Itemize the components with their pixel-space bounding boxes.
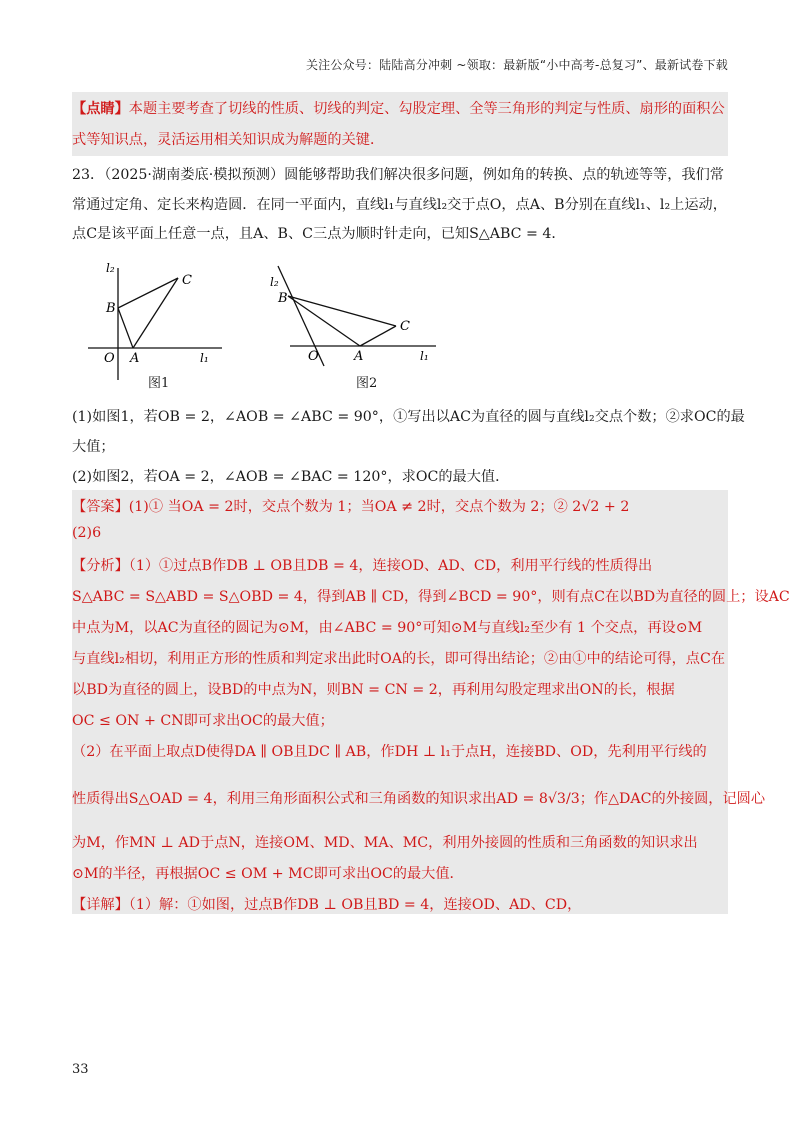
analysis-line-7: （2）在平面上取点D使得DA ∥ OB且DC ∥ AB，作DH ⊥ l₁于点H，连接BD、OD，先利用平行线的: [72, 744, 707, 760]
analysis-line-5: 以BD为直径的圆上，设BD的中点为N，则BN = CN = 2，再利用勾股定理求出ON的长，根据: [72, 682, 675, 698]
fig2-label-A: A: [354, 349, 364, 364]
fig1-label-O: O: [104, 351, 115, 366]
question-line-3: 点C是该平面上任意一点，且A、B、C三点为顺时针走向，已知S△ABC = 4．: [72, 226, 566, 242]
fig1-label-l1: l₁: [200, 351, 209, 365]
analysis-line-8: 性质得出S△OAD = 4，利用三角形面积公式和三角函数的知识求出AD = 8√3/3；作△DAC的外接圆，记圆心: [72, 791, 766, 807]
part2-line: (2)如图2，若OA = 2，∠AOB = ∠BAC = 120°，求OC的最大值．: [72, 469, 510, 485]
dianjing-tag: 【点睛】: [72, 101, 129, 117]
fig2-label-l2: l₂: [270, 275, 279, 289]
dianjing-text-1: 本题主要考查了切线的性质、切线的判定、勾股定理、全等三角形的判定与性质、扇形的面积公: [128, 101, 725, 117]
part1-line-2: 大值；: [72, 439, 115, 455]
dianjing-line-1: [72, 98, 725, 118]
analysis-line-6: OC ≤ ON + CN即可求出OC的最大值；: [72, 713, 334, 729]
analysis-line-4: 与直线l₂相切，利用正方形的性质和判定求出此时OA的长，即可得出结论；②由①中的结论可得，点C在: [72, 651, 726, 667]
fig2-label-B: B: [278, 291, 288, 306]
fig2-label-O: O: [308, 349, 319, 364]
figure-2: [262, 262, 442, 372]
fig1-label-C: C: [182, 273, 192, 288]
dianjing-line-2: 式等知识点，灵活运用相关知识成为解题的关键．: [72, 132, 385, 148]
analysis-line-9: 为M，作MN ⊥ AD于点N，连接OM、MD、MA、MC，利用外接圆的性质和三角函数的知识求出: [72, 835, 698, 851]
page-number: 33: [72, 1062, 89, 1077]
fig1-label-A: A: [130, 351, 140, 366]
figure-1: [86, 258, 226, 383]
fig1-label-l2: l₂: [106, 261, 115, 275]
fig2-caption: 图2: [356, 376, 378, 391]
page-header: 关注公众号：陆陆高分冲刺 ~领取：最新版“小中高考-总复习”、最新试卷下载: [305, 58, 728, 72]
answer-line-1: 【答案】(1)① 当OA = 2时，交点个数为 1；当OA ≠ 2时，交点个数为 2；② 2√2 + 2: [72, 499, 630, 515]
fig2-label-C: C: [400, 319, 410, 334]
analysis-line-10: ⊙M的半径，再根据OC ≤ OM + MC即可求出OC的最大值．: [72, 866, 464, 882]
fig1-caption: 图1: [148, 376, 170, 391]
analysis-line-1: 【分析】（1）①过点B作DB ⊥ OB且DB = 4，连接OD、AD、CD，利用平行线的性质得出: [72, 558, 653, 574]
analysis-line-2: S△ABC = S△ABD = S△OBD = 4，得到AB ∥ CD，得到∠BCD = 90°，则有点C在以BD为直径的圆上；设AC: [72, 589, 790, 605]
part1-line-1: (1)如图1，若OB = 2，∠AOB = ∠ABC = 90°，①写出以AC为直径的圆与直线l₂交点个数；②求OC的最: [72, 409, 745, 425]
question-line-2: 常通过定角、定长来构造圆．在同一平面内，直线l₁与直线l₂交于点O，点A、B分别在直线l₁、l₂上运动，: [72, 197, 727, 213]
fig2-label-l1: l₁: [420, 349, 429, 363]
answer-line-2: (2)6: [72, 525, 102, 541]
question-line-1: 23．（2025·湖南娄底·模拟预测）圆能够帮助我们解决很多问题，例如角的转换、点的轨迹等等，我们常: [72, 167, 724, 183]
analysis-line-3: 中点为M，以AC为直径的圆记为⊙M，由∠ABC = 90°可知⊙M与直线l₂至少有 1 个交点，再设⊙M: [72, 620, 703, 636]
fig1-label-B: B: [106, 301, 116, 316]
detail-line: 【详解】（1）解：①如图，过点B作DB ⊥ OB且BD = 4，连接OD、AD、CD，: [72, 897, 582, 913]
